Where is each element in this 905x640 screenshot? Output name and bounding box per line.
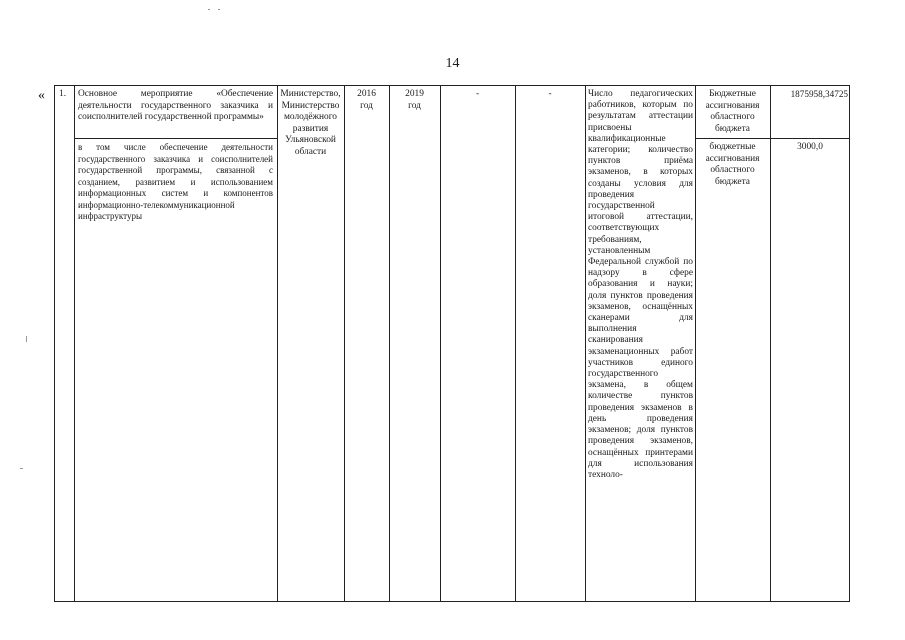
scan-speck — [208, 9, 210, 10]
start-year: 2016 год — [357, 89, 376, 111]
funding-amount-1: 1875958,34725 — [790, 89, 848, 99]
sub-event-text: в том числе обеспечение деятельности государственного заказчика и соисполнителей государственной программы, связанной с созданием, развитием и использованием информационных систем и компонентов информационно-телекоммуникационной инфраструктуры — [78, 142, 273, 221]
executor-text: Министерство, Министерство молодёжного развития Ульяновской области — [280, 89, 341, 157]
funding-amount-2: 3000,0 — [797, 142, 823, 152]
program-table — [54, 85, 850, 602]
indicators-text: Число педагогических работников, которым по результатам аттестации присвоены квалификационные категории; количество пунктов приёма экзаменов, в которых созданы условия для проведения государственной итоговой аттестации, соответствующих требованиям, установленным Федеральной службой по надзору в сфере образования и науки; доля пунктов проведения экзаменов, оснащённых сканерами для выполнения сканирования экзаменационных работ участников единого государственного экзамена, в общем количестве пунктов проведения экзаменов в день проведения экзаменов; доля пунктов проведения экзаменов, оснащённых принтерами для использования техноло- — [588, 89, 693, 480]
scan-speck — [26, 336, 27, 342]
target-value-b: - — [548, 89, 552, 99]
scan-speck — [218, 9, 220, 10]
page-number: 14 — [445, 56, 460, 71]
scan-speck — [20, 468, 23, 469]
opening-quote-mark: « — [38, 88, 45, 103]
funding-source-2: бюджетные ассигнования областного бюджета — [705, 142, 760, 187]
main-event-text: Основное мероприятие «Обеспечение деятельности государственного заказчика и соисполнителей государственной программы» — [78, 89, 273, 122]
funding-source-1: Бюджетные ассигнования областного бюджета — [705, 89, 760, 134]
row-number: 1. — [59, 89, 67, 99]
target-value-a: - — [475, 89, 480, 99]
end-year: 2019 год — [405, 89, 424, 111]
